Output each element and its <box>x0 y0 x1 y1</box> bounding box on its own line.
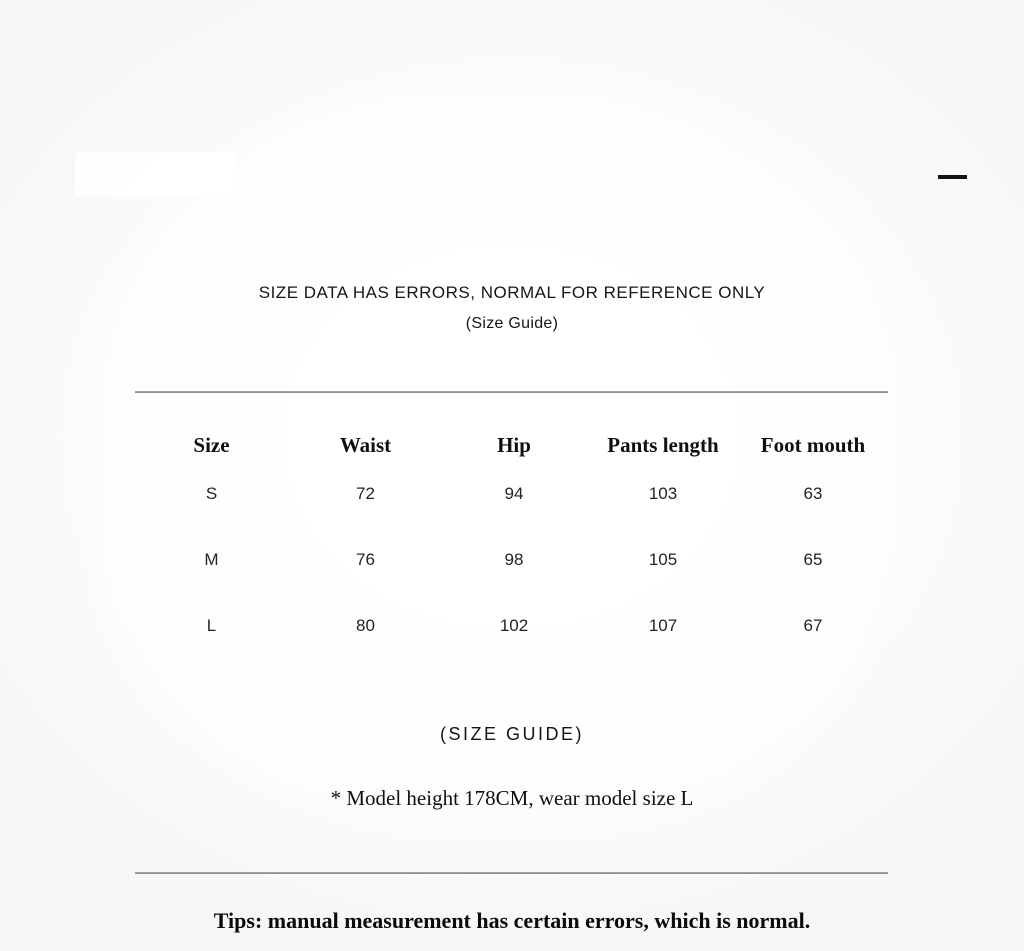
divider-bottom <box>135 872 888 874</box>
page-subtitle: (Size Guide) <box>465 315 559 332</box>
cell-foot-mouth: 65 <box>803 550 823 569</box>
dash-mark <box>938 175 967 179</box>
faint-artifact <box>75 152 235 197</box>
size-guide-caption: (SIZE GUIDE) <box>439 724 584 744</box>
cell-pants-length: 107 <box>648 616 678 635</box>
cell-waist: 76 <box>356 550 375 569</box>
cell-size: S <box>205 484 218 503</box>
column-header-size: Size <box>193 433 230 457</box>
column-header-foot-mouth: Foot mouth <box>760 433 866 457</box>
tips-note: Tips: manual measurement has certain errors, which is normal. <box>213 908 811 933</box>
cell-hip: 98 <box>504 550 524 569</box>
column-header-hip: Hip <box>497 433 531 457</box>
column-header-waist: Waist <box>339 433 392 457</box>
cell-foot-mouth: 67 <box>803 616 823 635</box>
cell-waist: 80 <box>356 616 375 635</box>
cell-hip: 94 <box>504 484 524 503</box>
cell-waist: 72 <box>356 484 375 503</box>
table-row-l <box>133 616 887 636</box>
cell-size: M <box>204 550 219 569</box>
cell-foot-mouth: 63 <box>803 484 823 503</box>
column-header-pants-length: Pants length <box>607 433 719 457</box>
cell-pants-length: 103 <box>648 484 678 503</box>
table-header-row <box>133 433 887 458</box>
model-note: * Model height 178CM, wear model size L <box>330 786 694 810</box>
table-row-m <box>133 550 887 570</box>
cell-pants-length: 105 <box>648 550 678 569</box>
page-title: SIZE DATA HAS ERRORS, NORMAL FOR REFERENCE ONLY <box>258 283 766 302</box>
table-row-s <box>133 484 887 504</box>
cell-hip: 102 <box>499 616 529 635</box>
cell-size: L <box>206 616 217 635</box>
divider-top <box>135 391 888 393</box>
